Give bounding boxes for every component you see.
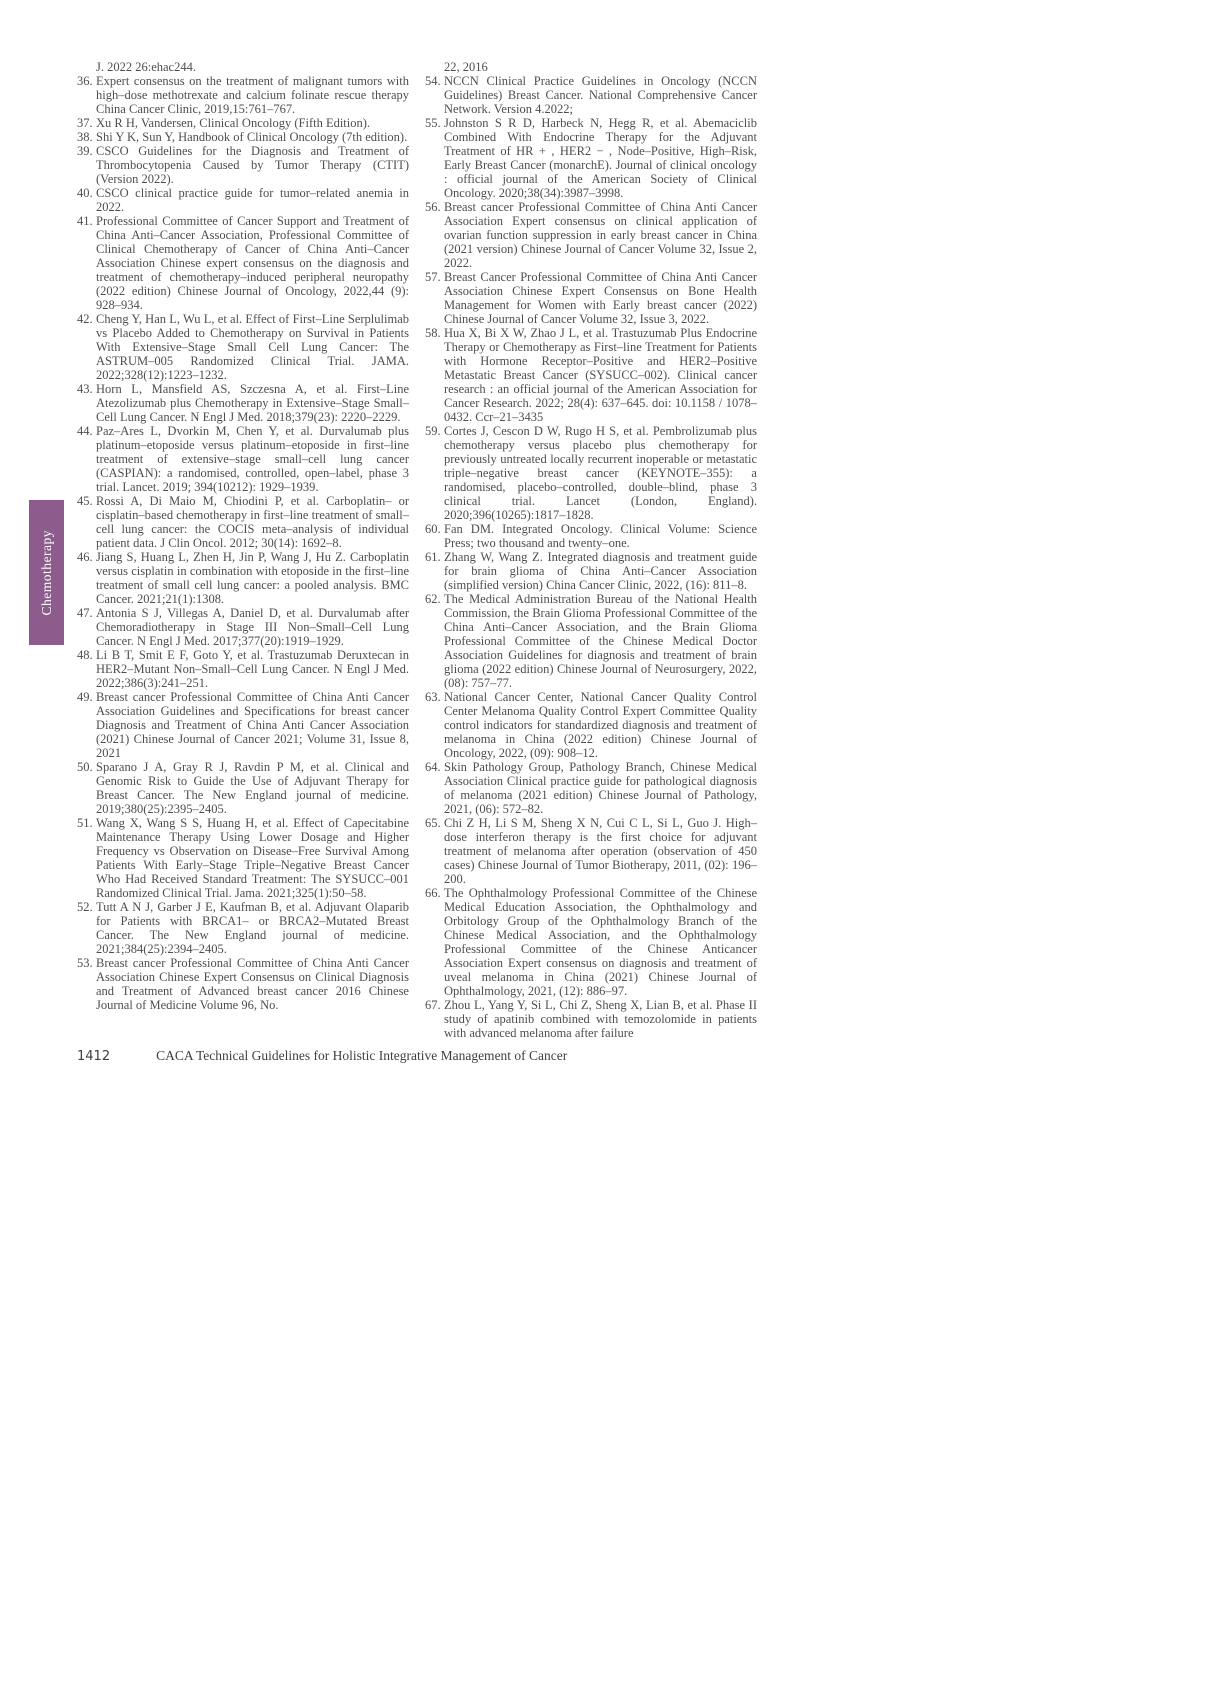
reference-number: 49.: [77, 690, 93, 704]
reference-item: [425, 760, 757, 816]
footer-title: CACA Technical Guidelines for Holistic Integrative Management of Cancer: [156, 1048, 568, 1063]
reference-text: Xu R H, Vandersen, Clinical Oncology (Fifth Edition).: [96, 116, 371, 130]
reference-carryover-left: J. 2022 26:ehac244.: [96, 60, 196, 74]
references-column-right: [425, 60, 757, 1040]
reference-text: CSCO clinical practice guide for tumor–related anemia in 2022.: [96, 186, 409, 214]
reference-list-left: [77, 74, 409, 1012]
reference-text: Tutt A N J, Garber J E, Kaufman B, et al. Adjuvant Olaparib for Patients with BRCA1– or BRCA2–Mutated Breast Cancer. The New England journal of medicine. 2021;384(25):2394–2405.: [96, 900, 409, 956]
reference-number: 61.: [425, 550, 441, 564]
reference-item: [77, 74, 409, 116]
reference-item: [77, 186, 409, 214]
reference-text: Li B T, Smit E F, Goto Y, et al. Trastuzumab Deruxtecan in HER2–Mutant Non–Small–Cell Lung Cancer. N Engl J Med. 2022;386(3):241–251.: [96, 648, 409, 690]
reference-number: 44.: [77, 424, 93, 438]
reference-carryover-right: 22, 2016: [444, 60, 488, 74]
reference-text: Cheng Y, Han L, Wu L, et al. Effect of First–Line Serplulimab vs Placebo Added to Chemotherapy on Survival in Patients With Extensive–Stage Small Cell Lung Cancer: The ASTRUM–005 Randomized Clinical Trial. JAMA. 2022;328(12):1223–1232.: [96, 312, 409, 382]
reference-text: Breast cancer Professional Committee of China Anti Cancer Association Chinese Expert Consensus on Clinical Diagnosis and Treatment of Advanced breast cancer 2016 Chinese Journal of Medicine Volume 96, No.: [96, 956, 409, 1012]
reference-number: 55.: [425, 116, 441, 130]
reference-text: Zhou L, Yang Y, Si L, Chi Z, Sheng X, Lian B, et al. Phase II study of apatinib combined with temozolomide in patients with advanced melanoma after failure: [444, 998, 757, 1040]
reference-item: [425, 522, 757, 550]
reference-item: [77, 424, 409, 494]
reference-text: The Medical Administration Bureau of the National Health Commission, the Brain Glioma Professional Committee of the China Anti–Cancer Association, and the Brain Glioma Professional Committee of the Chinese Medical Doctor Association Guidelines for diagnosis and treatment of brain glioma (2022 edition) Chinese Journal of Neurosurgery, 2022, (08): 757–77.: [444, 592, 757, 690]
reference-item: [77, 550, 409, 606]
reference-number: 52.: [77, 900, 93, 914]
reference-text: Breast cancer Professional Committee of China Anti Cancer Association Expert consensus on clinical application of ovarian function suppression in early breast cancer in China (2021 version) Chinese Journal of Cancer Volume 32, Issue 2, 2022.: [444, 200, 757, 270]
reference-text: Zhang W, Wang Z. Integrated diagnosis and treatment guide for brain glioma of China Anti–Cancer Association (simplified version) China Cancer Clinic, 2022, (16): 811–8.: [444, 550, 757, 592]
reference-item: [425, 326, 757, 424]
reference-text: Cortes J, Cescon D W, Rugo H S, et al. Pembrolizumab plus chemotherapy versus placebo plus chemotherapy for previously untreated locally recurrent inoperable or metastatic triple–negative breast cancer (KEYNOTE–355): a randomised, placebo–controlled, double–blind, phase 3 clinical trial. Lancet (London, England). 2020;396(10265):1817–1828.: [444, 424, 757, 522]
reference-item: [425, 690, 757, 760]
page-footer: [77, 1048, 777, 1064]
reference-item: [77, 144, 409, 186]
reference-text: Antonia S J, Villegas A, Daniel D, et al. Durvalumab after Chemoradiotherapy in Stage III Non–Small–Cell Lung Cancer. N Engl J Med. 2017;377(20):1919–1929.: [96, 606, 409, 648]
reference-number: 50.: [77, 760, 93, 774]
reference-item: [425, 74, 757, 116]
reference-number: 57.: [425, 270, 441, 284]
reference-item: [425, 424, 757, 522]
references-column-left: [77, 60, 409, 1012]
reference-text: Wang X, Wang S S, Huang H, et al. Effect of Capecitabine Maintenance Therapy Using Lower Dosage and Higher Frequency vs Observation on Disease–Free Survival Among Patients With Early–Stage Triple–Negative Breast Cancer Who Had Received Standard Treatment: The SYSUCC–001 Randomized Clinical Trial. Jama. 2021;325(1):50–58.: [96, 816, 409, 900]
reference-item: [425, 592, 757, 690]
reference-item: [77, 690, 409, 760]
reference-item: [425, 816, 757, 886]
reference-text: Chi Z H, Li S M, Sheng X N, Cui C L, Si L, Guo J. High–dose interferon therapy is the first choice for adjuvant treatment of melanoma after operation (observation of 450 cases) Chinese Journal of Tumor Biotherapy, 2011, (02): 196–200.: [444, 816, 757, 886]
reference-item: [77, 956, 409, 1012]
reference-text: Jiang S, Huang L, Zhen H, Jin P, Wang J, Hu Z. Carboplatin versus cisplatin in combination with etoposide in the first–line treatment of small cell lung cancer: a pooled analysis. BMC Cancer. 2021;21(1):1308.: [96, 550, 409, 606]
reference-text: CSCO Guidelines for the Diagnosis and Treatment of Thrombocytopenia Caused by Tumor Therapy (CTIT) (Version 2022).: [96, 144, 409, 186]
reference-item: [77, 760, 409, 816]
reference-number: 38.: [77, 130, 93, 144]
reference-number: 67.: [425, 998, 441, 1012]
reference-number: 60.: [425, 522, 441, 536]
chapter-tab-label: Chemotherapy: [38, 529, 54, 616]
reference-number: 39.: [77, 144, 93, 158]
reference-number: 47.: [77, 606, 93, 620]
reference-text: Hua X, Bi X W, Zhao J L, et al. Trastuzumab Plus Endocrine Therapy or Chemotherapy as First–line Treatment for Patients with Hormone Receptor–Positive and HER2–Positive Metastatic Breast Cancer (SYSUCC–002). Clinical cancer research : an official journal of the American Association for Cancer Research. 2022; 28(4): 637–645. doi: 10.1158 / 1078–0432. Ccr–21–3435: [444, 326, 757, 424]
reference-number: 54.: [425, 74, 441, 88]
reference-item: [77, 116, 409, 130]
reference-text: Fan DM. Integrated Oncology. Clinical Volume: Science Press; two thousand and twenty–one.: [444, 522, 757, 550]
reference-number: 64.: [425, 760, 441, 774]
reference-item: [425, 998, 757, 1040]
reference-text: Horn L, Mansfield AS, Szczesna A, et al. First–Line Atezolizumab plus Chemotherapy in Extensive–Stage Small–Cell Lung Cancer. N Engl J Med. 2018;379(23): 2220–2229.: [96, 382, 409, 424]
reference-number: 45.: [77, 494, 93, 508]
reference-item: [425, 270, 757, 326]
reference-number: 63.: [425, 690, 441, 704]
reference-text: Sparano J A, Gray R J, Ravdin P M, et al. Clinical and Genomic Risk to Guide the Use of Adjuvant Therapy for Breast Cancer. The New England journal of medicine. 2019;380(25):2395–2405.: [96, 760, 409, 816]
reference-item: [77, 606, 409, 648]
reference-item: [77, 130, 409, 144]
reference-text: National Cancer Center, National Cancer Quality Control Center Melanoma Quality Control Expert Committee Quality control indicators for standardized diagnosis and treatment of melanoma in China (2022 edition) Chinese Journal of Oncology, 2022, (09): 908–12.: [444, 690, 757, 760]
chapter-tab-chemotherapy: [29, 500, 64, 645]
reference-text: Professional Committee of Cancer Support and Treatment of China Anti–Cancer Association, Professional Committee of Clinical Chemotherapy of Cancer of China Anti–Cancer Association Chinese expert consensus on the diagnosis and treatment of chemotherapy–induced peripheral neuropathy (2022 edition) Chinese Journal of Oncology, 2022,44 (9): 928–934.: [96, 214, 409, 312]
reference-text: Expert consensus on the treatment of malignant tumors with high–dose methotrexate and calcium folinate rescue therapy China Cancer Clinic, 2019,15:761–767.: [96, 74, 409, 116]
reference-number: 40.: [77, 186, 93, 200]
reference-number: 53.: [77, 956, 93, 970]
reference-number: 66.: [425, 886, 441, 900]
reference-item: [425, 116, 757, 200]
reference-number: 62.: [425, 592, 441, 606]
reference-item: [425, 200, 757, 270]
reference-list-right: [425, 74, 757, 1040]
reference-text: NCCN Clinical Practice Guidelines in Oncology (NCCN Guidelines) Breast Cancer. National Comprehensive Cancer Network. Version 4.2022;: [444, 74, 757, 116]
reference-number: 43.: [77, 382, 93, 396]
reference-number: 65.: [425, 816, 441, 830]
reference-item: [425, 886, 757, 998]
reference-item: [77, 214, 409, 312]
reference-text: Breast cancer Professional Committee of China Anti Cancer Association Guidelines and Specifications for breast cancer Diagnosis and Treatment of China Anti Cancer Association (2021) Chinese Journal of Cancer 2021; Volume 31, Issue 8, 2021: [96, 690, 409, 760]
reference-text: Rossi A, Di Maio M, Chiodini P, et al. Carboplatin– or cisplatin–based chemotherapy in first–line treatment of small–cell lung cancer: the COCIS meta–analysis of individual patient data. J Clin Oncol. 2012; 30(14): 1692–8.: [96, 494, 409, 550]
reference-item: [77, 648, 409, 690]
reference-item: [77, 382, 409, 424]
reference-item: [425, 550, 757, 592]
reference-number: 41.: [77, 214, 93, 228]
page-number: 1412: [77, 1049, 111, 1064]
reference-number: 58.: [425, 326, 441, 340]
reference-number: 42.: [77, 312, 93, 326]
reference-number: 36.: [77, 74, 93, 88]
reference-text: Johnston S R D, Harbeck N, Hegg R, et al. Abemaciclib Combined With Endocrine Therapy for the Adjuvant Treatment of HR + , HER2 − , Node–Positive, High–Risk, Early Breast Cancer (monarchE). Journal of clinical oncology : official journal of the American Society of Clinical Oncology. 2020;38(34):3987–3998.: [444, 116, 757, 200]
reference-text: Breast Cancer Professional Committee of China Anti Cancer Association Chinese Expert Consensus on Bone Health Management for Women with Early breast cancer (2022) Chinese Journal of Cancer Volume 32, Issue 3, 2022.: [444, 270, 757, 326]
reference-number: 46.: [77, 550, 93, 564]
reference-number: 48.: [77, 648, 93, 662]
reference-number: 56.: [425, 200, 441, 214]
reference-item: [77, 312, 409, 382]
reference-number: 59.: [425, 424, 441, 438]
reference-text: Skin Pathology Group, Pathology Branch, Chinese Medical Association Clinical practice guide for pathological diagnosis of melanoma (2021 edition) Chinese Journal of Pathology, 2021, (06): 572–82.: [444, 760, 757, 816]
reference-text: The Ophthalmology Professional Committee of the Chinese Medical Education Association, the Ophthalmology and Orbitology Group of the Ophthalmology Branch of the Chinese Medical Association, and the Ophthalmology Professional Committee of the Chinese Anticancer Association Expert consensus on diagnosis and treatment of uveal melanoma in China (2021) Chinese Journal of Ophthalmology, 2021, (12): 886–97.: [444, 886, 757, 998]
reference-item: [77, 494, 409, 550]
reference-number: 37.: [77, 116, 93, 130]
reference-text: Paz–Ares L, Dvorkin M, Chen Y, et al. Durvalumab plus platinum–etoposide versus platinum–etoposide in first–line treatment of extensive–stage small–cell lung cancer (CASPIAN): a randomised, controlled, open–label, phase 3 trial. Lancet. 2019; 394(10212): 1929–1939.: [96, 424, 409, 494]
reference-item: [77, 900, 409, 956]
reference-text: Shi Y K, Sun Y, Handbook of Clinical Oncology (7th edition).: [96, 130, 408, 144]
reference-item: [77, 816, 409, 900]
reference-number: 51.: [77, 816, 93, 830]
